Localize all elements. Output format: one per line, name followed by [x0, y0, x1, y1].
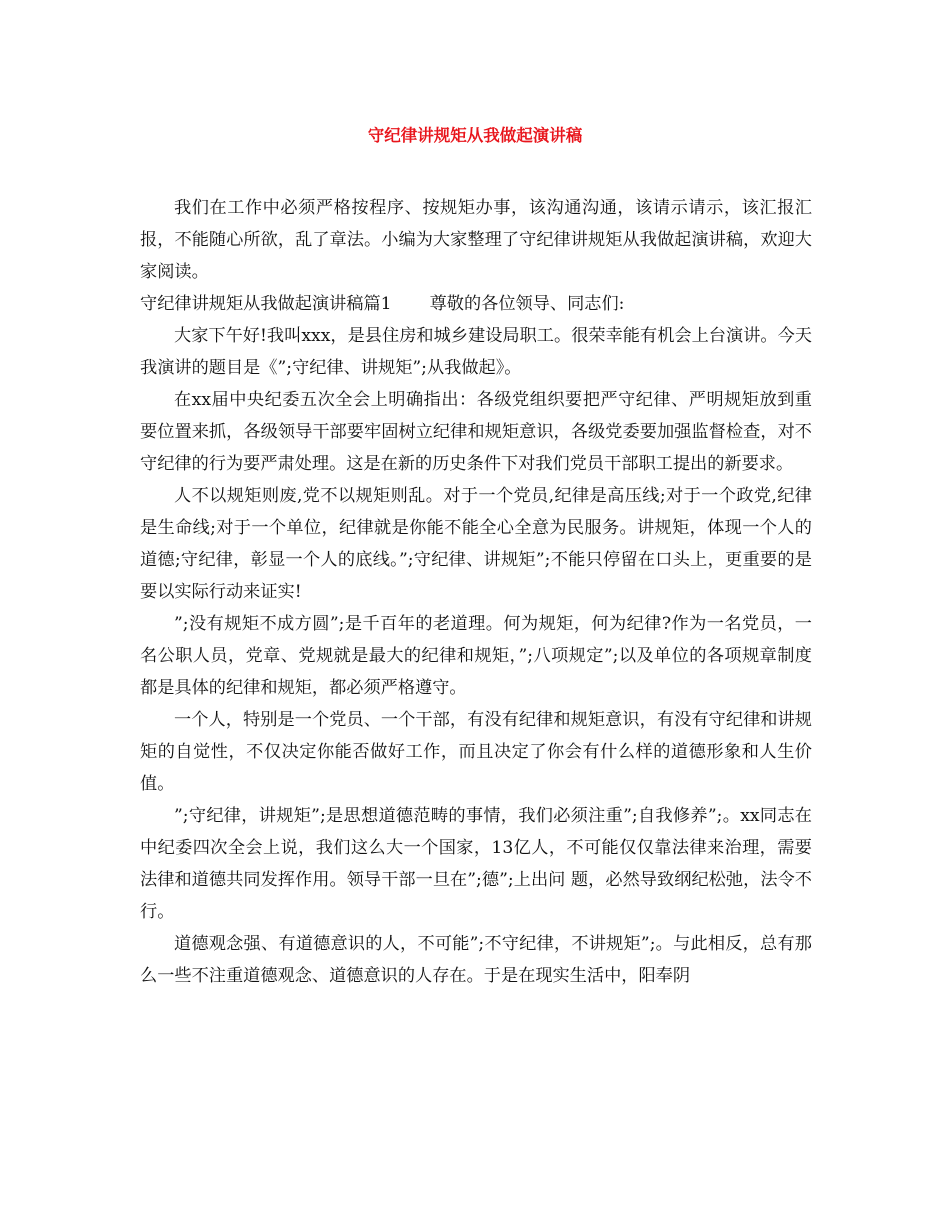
body-paragraph: 大家下午好!我叫xxx，是县住房和城乡建设局职工。很荣幸能有机会上台演讲。今天我演讲的题目是《”;守纪律、讲规矩”;从我做起》。: [140, 326, 812, 378]
body-paragraph: 道德观念强、有道德意识的人，不可能”;不守纪律，不讲规矩”;。与此相反，总有那么一些不注重道德观念、道德意识的人存在。于是在现实生活中，阳奉阴: [140, 934, 812, 986]
document-title: 守纪律讲规矩从我做起演讲稿: [367, 126, 583, 145]
body-paragraph: 一个人，特别是一个党员、一个干部，有没有纪律和规矩意识，有没有守纪律和讲规矩的自觉性，不仅决定你能否做好工作，而且决定了你会有什么样的道德形象和人生价值。: [140, 710, 812, 794]
document-body: [140, 192, 812, 992]
body-paragraph: 人不以规矩则废,党不以规矩则乱。对于一个党员,纪律是高压线;对于一个政党,纪律是生命线;对于一个单位，纪律就是你能不能全心全意为民服务。讲规矩，体现一个人的道德;守纪律，彰显一个人的底线。”;守纪律、讲规矩”;不能只停留在口头上，更重要的是要以实际行动来证实!: [140, 486, 812, 602]
section-heading: 守纪律讲规矩从我做起演讲稿篇1: [140, 294, 392, 314]
section-heading-line: [140, 288, 812, 320]
body-paragraph: ”;守纪律，讲规矩”;是思想道德范畴的事情，我们必须注重”;自我修养”;。xx同志在中纪委四次全会上说，我们这么大一个国家，13亿人，不可能仅仅靠法律来治理，需要法律和道德共同发挥作用。领导干部一旦在”;德”;上出问 题，必然导致纲纪松弛，法令不行。: [140, 806, 812, 922]
salutation: 尊敬的各位领导、同志们:: [429, 294, 625, 314]
intro-paragraph: 我们在工作中必须严格按程序、按规矩办事，该沟通沟通，该请示请示，该汇报汇报，不能随心所欲，乱了章法。小编为大家整理了守纪律讲规矩从我做起演讲稿，欢迎大家阅读。: [140, 198, 812, 282]
body-paragraph: ”;没有规矩不成方圆”;是千百年的老道理。何为规矩，何为纪律?作为一名党员，一名公职人员，党章、党规就是最大的纪律和规矩，”;八项规定”;以及单位的各项规章制度都是具体的纪律和规矩，都必须严格遵守。: [140, 614, 812, 698]
body-paragraph: 在xx届中央纪委五次全会上明确指出：各级党组织要把严守纪律、严明规矩放到重要位置来抓，各级领导干部要牢固树立纪律和规矩意识，各级党委要加强监督检查，对不守纪律的行为要严肃处理。这是在新的历史条件下对我们党员干部职工提出的新要求。: [140, 390, 812, 474]
